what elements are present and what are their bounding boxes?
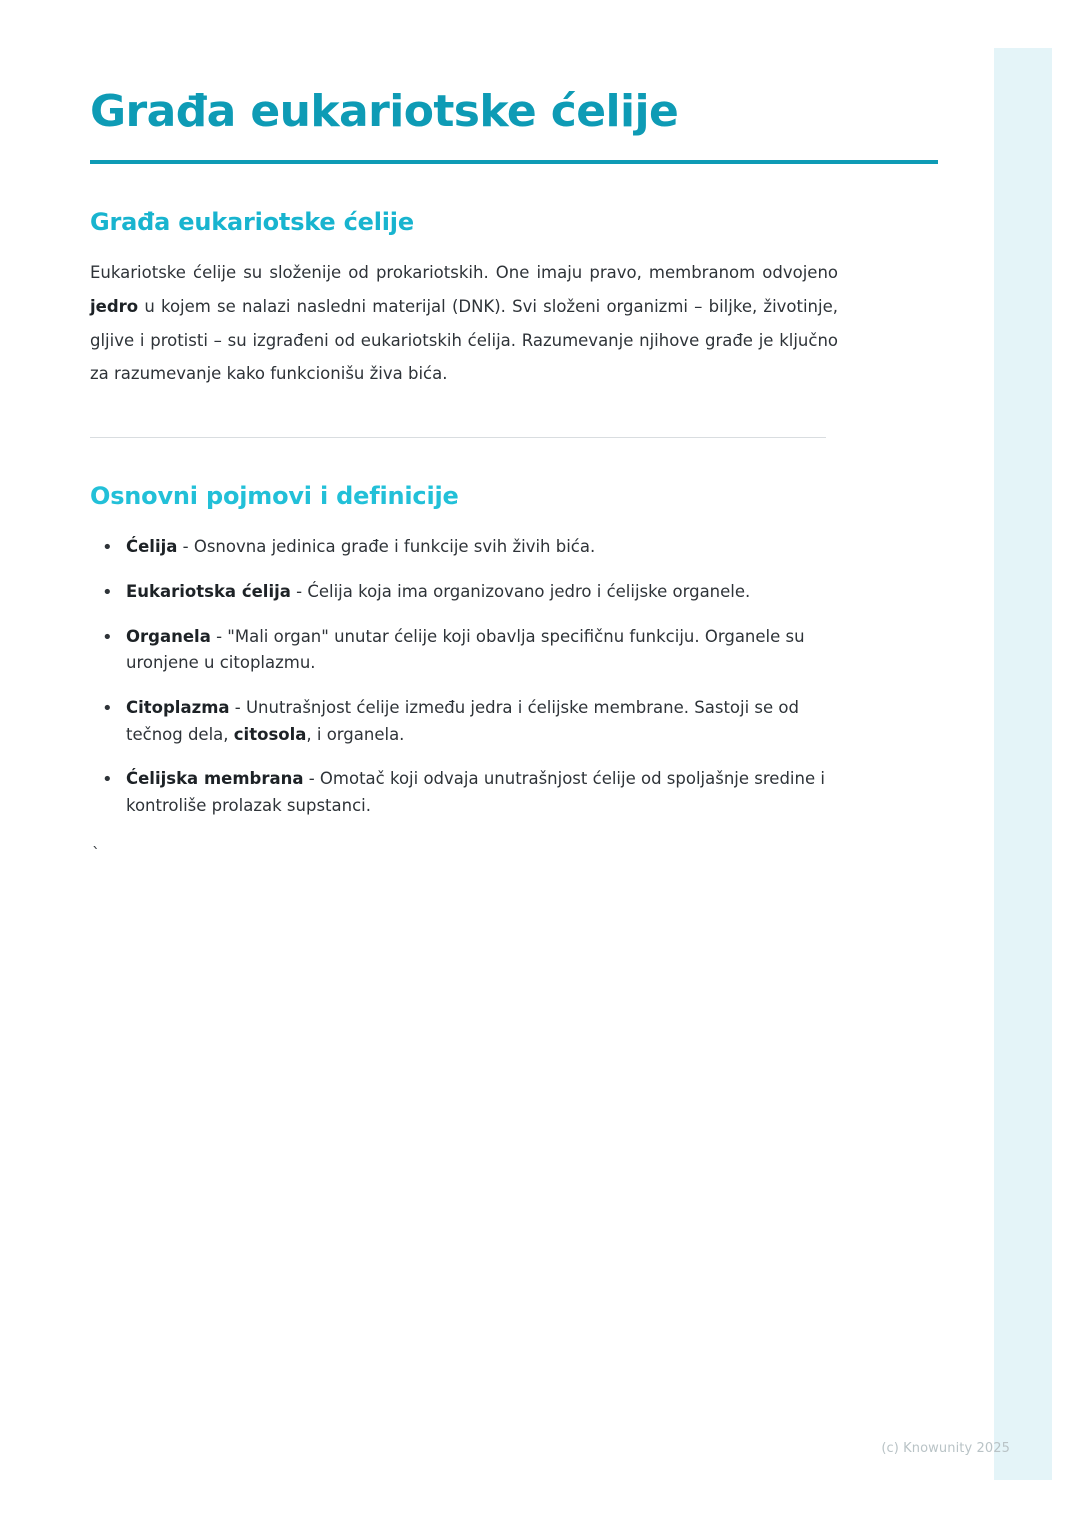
list-item	[122, 579, 838, 606]
term-label: Organela	[126, 626, 211, 646]
intro-paragraph-part-3: u kojem se nalazi nasledni materijal (DNK). Svi složeni organizmi – biljke, životinje, gljive i protisti – su izgrađeni od eukariotskih ćelija. Razumevanje njihove građe je ključno za razumevanje kako funkcionišu živa bića.	[90, 296, 838, 384]
term-definition: - Omotač koji odvaja unutrašnjost ćelije od spoljašnje sredine i kontroliše prolazak supstanci.	[126, 769, 825, 816]
section-heading-structure: Građa eukariotske ćelije	[90, 207, 414, 236]
intro-paragraph-bold-jedro: jedro	[90, 296, 139, 316]
term-definition: - "Mali organ" unutar ćelije koji obavlja specifičnu funkciju. Organele su uronjene u citoplazmu.	[126, 626, 805, 673]
terms-list	[90, 534, 838, 820]
term-label: Citoplazma	[126, 698, 230, 718]
footer-credit: (c) Knowunity 2025	[881, 1441, 1010, 1456]
stray-backtick-mark: `	[92, 843, 100, 863]
decorative-side-strip	[994, 48, 1052, 1480]
list-item	[122, 695, 838, 748]
term-label: Ćelija	[126, 537, 178, 557]
term-definition-before: - Unutrašnjost ćelije između jedra i ćelijske membrane. Sastoji se od tečnog dela,	[126, 698, 799, 744]
page-title: Građa eukariotske ćelije	[90, 86, 679, 137]
term-label: Ćelijska membrana	[126, 769, 304, 789]
section-heading-terms: Osnovni pojmovi i definicije	[90, 482, 459, 511]
list-item	[122, 766, 838, 819]
term-definition: - Osnovna jedinica građe i funkcije svih živih bića.	[177, 537, 596, 557]
term-label: Eukariotska ćelija	[126, 581, 291, 601]
intro-paragraph-part-1: Eukariotske ćelije su složenije od prokariotskih. One imaju pravo, membranom odvojeno	[90, 262, 838, 282]
title-underline	[90, 160, 938, 164]
section-divider	[90, 437, 826, 438]
term-definition-after: , i organela.	[306, 724, 405, 744]
term-definition: - Ćelija koja ima organizovano jedro i ćelijske organele.	[290, 581, 751, 601]
intro-paragraph	[90, 256, 838, 391]
term-emphasis: citosola	[233, 724, 307, 744]
list-item	[122, 624, 838, 677]
document-content	[90, 86, 838, 862]
decorative-side-gap	[988, 48, 994, 1480]
list-item	[122, 534, 838, 561]
